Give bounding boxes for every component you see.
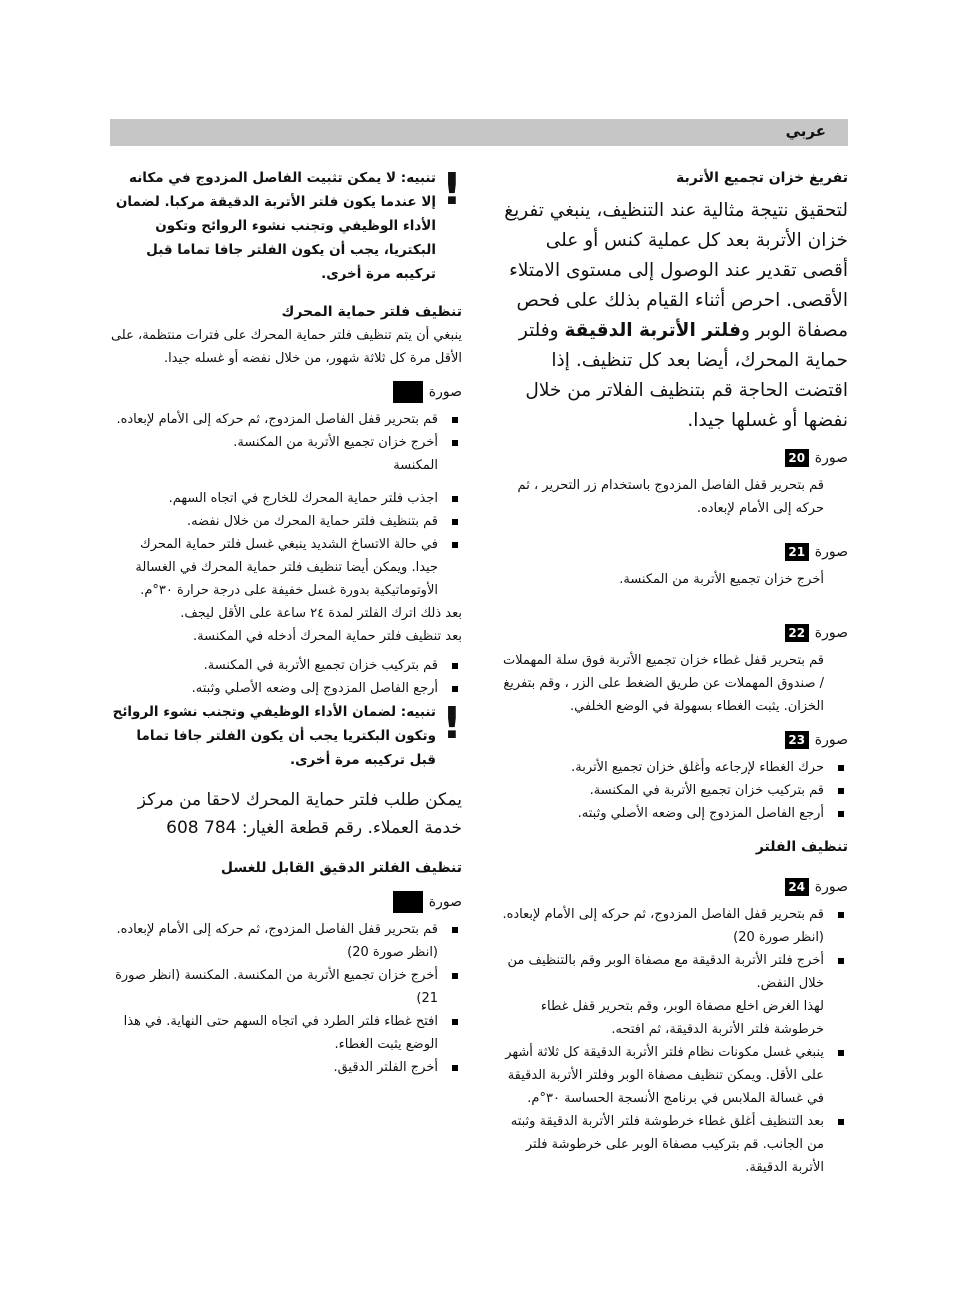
figure-number-box	[393, 891, 423, 913]
motor-list-1-sub: المكنسة	[393, 458, 438, 473]
figure-number: 22	[785, 624, 809, 642]
empty-para-bold: فلتر الأتربة الدقيقة	[564, 320, 741, 341]
list-item: أخرج خزان تجميع الأتربة من المكنسة. المكنسة (انظر صورة 21)	[110, 964, 462, 1010]
empty-tank-title: تفريغ خزان تجميع الأتربة	[676, 170, 848, 186]
list-item: أخرج فلتر الأتربة الدقيقة مع مصفاة الوبر وقم بالتنظيف من خلال النفض.	[496, 949, 848, 995]
list-item: قم بتركيب خزان تجميع الأتربة في المكنسة.	[110, 654, 462, 677]
motor-figure-heading	[110, 380, 462, 404]
empty-para-part-2: وفلتر حماية المحرك، أيضا بعد كل تنظيف. إذا اقتضت الحاجة قم بتنظيف الفلاتر من خلال نفضها أو غسلها جيدا.	[518, 320, 848, 431]
list-item: أرجع الفاصل المزدوج إلى وضعه الأصلي وثبته.	[496, 802, 848, 825]
list-item: حرك الغطاء لإرجاعه وأغلق خزان تجميع الأتربة.	[496, 756, 848, 779]
figure-number: 20	[785, 449, 809, 467]
figure-24-list-continued	[496, 1041, 848, 1179]
figure-word: صورة	[814, 732, 848, 748]
list-item: قم بتحرير قفل الفاصل المزدوج، ثم حركه إلى الأمام لإبعاده.	[110, 408, 462, 431]
figure-20-heading	[496, 446, 848, 470]
list-item: ينبغي غسل مكونات نظام فلتر الأتربة الدقيقة كل ثلاثة أشهر على الأقل. ويمكن تنظيف مصفاة الوبر وفلتر الأتربة الدقيقة في غسالة الملابس في برنامج الأنسجة الحساسة ٣٠°م.	[496, 1041, 848, 1110]
list-item: قم بتحرير قفل الفاصل المزدوج، ثم حركه إلى الأمام لإبعاده. (انظر صورة 20)	[496, 903, 848, 949]
list-item: قم بتحرير قفل الفاصل المزدوج، ثم حركه إلى الأمام لإبعاده. (انظر صورة 20)	[110, 918, 462, 964]
warning-icon: !	[441, 164, 462, 215]
warning-block-1	[110, 166, 462, 286]
list-item: في حالة الاتساخ الشديد ينبغي غسل فلتر حماية المحرك جيدا. ويمكن أيضا تنظيف فلتر حماية المحرك في الغسالة الأوتوماتيكية بدورة غسل خفيفة على درجة حرارة ٣٠°م.	[110, 533, 462, 602]
list-item: أخرج خزان تجميع الأتربة من المكنسة.	[110, 431, 462, 454]
figure-number-box	[393, 381, 423, 403]
figure-number: 21	[785, 543, 809, 561]
language-label: عربي	[785, 122, 826, 140]
figure-23-heading	[496, 728, 848, 752]
motor-filter-paragraph: ينبغي أن يتم تنظيف فلتر حماية المحرك على فترات منتظمة، على الأقل مرة كل ثلاثة شهور، من خلال نفضه أو غسله جيدا.	[110, 328, 462, 366]
list-item: أخرج الفلتر الدقيق.	[110, 1056, 462, 1079]
figure-word: صورة	[814, 625, 848, 641]
empty-tank-paragraph	[496, 196, 848, 436]
language-header-bar	[110, 119, 848, 146]
list-item: قم بتنظيف فلتر حماية المحرك من خلال نفضه.	[110, 510, 462, 533]
left-column	[110, 166, 462, 1079]
warning-icon: !	[441, 698, 462, 749]
figure-number: 24	[785, 878, 809, 896]
figure-24-list	[496, 903, 848, 995]
washable-filter-title: تنظيف الفلتر الدقيق القابل للغسل	[220, 860, 462, 876]
motor-filter-title: تنظيف فلتر حماية المحرك	[281, 304, 462, 320]
list-item: افتح غطاء فلتر الطرد في اتجاه السهم حتى النهاية. في هذا الوضع يثبت الغطاء.	[110, 1010, 462, 1056]
washable-figure-heading	[110, 890, 462, 914]
figure-22-text: قم بتحرير قفل غطاء خزان تجميع الأتربة فوق سلة المهملات / صندوق المهملات عن طريق الضغط على الزر ، وقم بتفريغ الخزان. يثبت الغطاء بسهولة في الوضع الخلفي.	[502, 653, 824, 714]
figure-23-list	[496, 756, 848, 825]
motor-list-1	[110, 408, 462, 454]
figure-21-heading	[496, 540, 848, 564]
motor-note-2: بعد تنظيف فلتر حماية المحرك أدخله في المكنسة.	[193, 629, 462, 644]
warning-1-text: تنبيه: لا يمكن تثبيت الفاصل المزدوج في مكانه إلا عندما يكون فلتر الأتربة الدقيقة مركبا. لضمان الأداء الوظيفي وتجنب نشوء الروائح وتكون البكتريا، يجب أن يكون الفلتر جافا تماما قبل تركيبه مرة أخرى.	[115, 170, 436, 282]
warning-block-2	[110, 700, 462, 772]
list-item: قم بتركيب خزان تجميع الأتربة في المكنسة.	[496, 779, 848, 802]
filter-cleaning-title: تنظيف الفلتر	[755, 839, 848, 855]
motor-list-3	[110, 654, 462, 700]
motor-note-1: بعد ذلك اترك الفلتر لمدة ٢٤ ساعة على الأقل ليجف.	[180, 606, 462, 621]
figure-21-text: أخرج خزان تجميع الأتربة من المكنسة.	[619, 572, 824, 587]
right-column	[496, 166, 848, 1179]
figure-word: صورة	[814, 450, 848, 466]
figure-word: صورة	[814, 544, 848, 560]
figure-word: صورة	[428, 894, 462, 910]
list-item: بعد التنظيف أغلق غطاء خرطوشة فلتر الأتربة الدقيقة وثبته من الجانب. قم بتركيب مصفاة الوبر على خرطوشة فلتر الأتربة الدقيقة.	[496, 1110, 848, 1179]
figure-24-subnote: لهذا الغرض اخلع مصفاة الوبر، وقم بتحرير قفل غطاء خرطوشة فلتر الأتربة الدقيقة، ثم افتحه.	[540, 999, 824, 1037]
figure-word: صورة	[428, 384, 462, 400]
list-item: أرجع الفاصل المزدوج إلى وضعه الأصلي وثبته.	[110, 677, 462, 700]
motor-list-2	[110, 487, 462, 602]
figure-word: صورة	[814, 879, 848, 895]
list-item: اجذب فلتر حماية المحرك للخارج في اتجاه السهم.	[110, 487, 462, 510]
warning-2-text: تنبيه: لضمان الأداء الوظيفي وتجنب نشوء الروائح وتكون البكتريا يجب أن يكون الفلتر جافا تماما قبل تركيبه مرة أخرى.	[112, 704, 436, 768]
empty-para-part-1: لتحقيق نتيجة مثالية عند التنظيف، ينبغي تفريغ خزان الأتربة بعد كل عملية كنس أو على أقصى تقدير عند الوصول إلى مستوى الامتلاء الأقصى. احرص أثناء القيام بذلك على فحص مصفاة الوبر و	[504, 200, 848, 341]
spare-part-paragraph: يمكن طلب فلتر حماية المحرك لاحقا من مركز خدمة العملاء. رقم قطعة الغيار: 784 608	[137, 790, 462, 838]
figure-22-heading	[496, 621, 848, 645]
washable-list	[110, 918, 462, 1079]
figure-24-heading	[496, 875, 848, 899]
figure-number: 23	[785, 731, 809, 749]
figure-20-text: قم بتحرير قفل الفاصل المزدوج باستخدام زر التحرير ، ثم حركه إلى الأمام لإبعاده.	[517, 478, 824, 516]
